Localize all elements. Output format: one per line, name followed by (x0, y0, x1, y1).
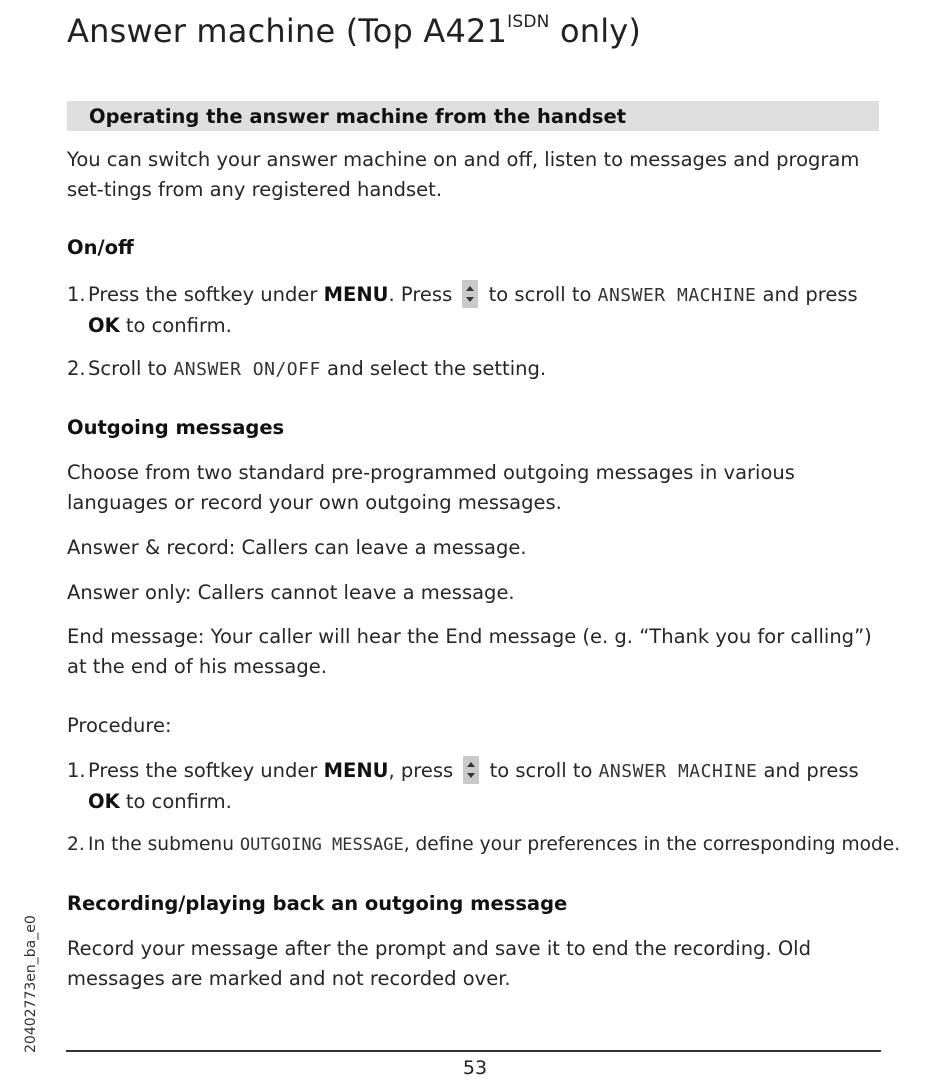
display-text-answer-onoff: ANSWER ON/OFF (173, 359, 321, 380)
step-text: and press (756, 283, 858, 306)
outgoing-paragraph-1: Choose from two standard pre-programmed outgoing messages in various languages or record your own outgoing messages. (67, 461, 795, 514)
step-text: , press (388, 759, 460, 782)
step-number: 1. (67, 759, 86, 782)
recording-paragraph: Record your message after the prompt and save it to end the recording. Old messages are marked and not recorded over. (67, 937, 811, 990)
step-text: to scroll to (483, 759, 599, 782)
outgoing-step-1 (67, 756, 879, 817)
display-text-outgoing-message: OUTGOING MESSAGE (239, 835, 404, 855)
outgoing-paragraph-2: Answer & record: Callers can leave a message. (67, 536, 527, 559)
intro-paragraph: You can switch your answer machine on and off, listen to messages and program set-tings from any registered handset. (67, 148, 860, 201)
outgoing-paragraph-3: Answer only: Callers cannot leave a message. (67, 581, 515, 604)
step-text: In the submenu (88, 834, 240, 855)
procedure-label: Procedure: (67, 714, 172, 737)
page-title-main: Answer machine (Top A421 (67, 12, 508, 50)
step-text: Press the softkey under (88, 283, 324, 306)
step-text: and select the setting. (320, 357, 547, 380)
ok-key-label: OK (88, 790, 120, 813)
step-text: Scroll to (88, 357, 174, 380)
page-number: 53 (462, 1057, 488, 1079)
step-text: and press (757, 759, 859, 782)
step-number: 1. (67, 283, 86, 306)
step-text: . Press (388, 283, 459, 306)
menu-softkey-label: MENU (323, 283, 389, 306)
outgoing-step-2 (67, 830, 901, 860)
page-title (67, 12, 641, 50)
outgoing-paragraph-4: End message: Your caller will hear the End message (e. g. “Thank you for calling”) at the end of his message. (67, 625, 872, 678)
onoff-heading: On/off (67, 236, 134, 259)
step-text: to scroll to (482, 283, 598, 306)
section-heading-bar (67, 101, 879, 131)
menu-softkey-label: MENU (323, 759, 389, 782)
step-text: to confirm. (119, 790, 232, 813)
onoff-step-2 (67, 354, 879, 385)
step-text: to confirm. (119, 314, 232, 337)
recording-heading: Recording/playing back an outgoing message (67, 892, 568, 915)
display-text-answer-machine: ANSWER MACHINE (597, 285, 757, 306)
page-title-superscript: ISDN (507, 12, 550, 33)
page-title-suffix: only) (549, 12, 642, 50)
step-text: Press the softkey under (88, 759, 324, 782)
document-code: 20402773en_ba_e0 (23, 915, 39, 1053)
step-number: 2. (67, 357, 86, 380)
outgoing-heading: Outgoing messages (67, 416, 285, 439)
section-heading: Operating the answer machine from the handset (89, 105, 627, 128)
up-down-navigation-key-icon (463, 756, 479, 784)
onoff-step-1 (67, 280, 879, 341)
step-number: 2. (67, 834, 85, 855)
step-text: , define your preferences in the corresponding mode. (403, 834, 901, 855)
display-text-answer-machine: ANSWER MACHINE (598, 761, 758, 782)
footer-rule (66, 1050, 881, 1052)
up-down-navigation-key-icon (462, 280, 478, 308)
ok-key-label: OK (88, 314, 120, 337)
